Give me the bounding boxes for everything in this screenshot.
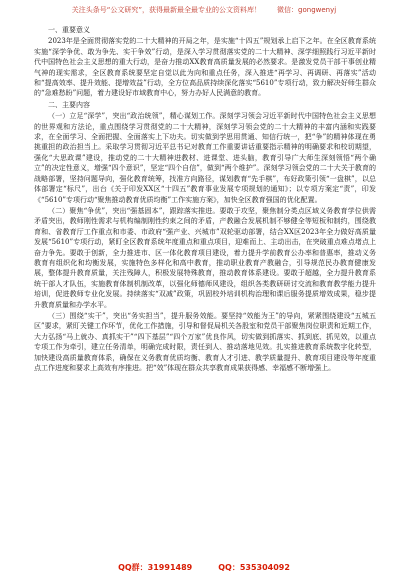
paragraph-importance: 2023年是全面贯彻落实党的二十大精神的开局之年，是实施“十四五”规划承上启下之年。在全区教育系统实施“深学争优、敢为争先、实干争效”行动，是深入学习贯彻落实党的二十大精神、深学细照践行习近平新时代中国特色社会主义思想的重大行动，是奋力推动XX教育高质量发展的必然要求。是激发党员干部干事创业精气神的现实需求，全区教育系统要坚定自觉以此为向和重点任务，深入推进“再学习、再调研、再落实”活动和“提高效率、提升效能、提增效益”行动，全方位高品质持续深化落实“5610”专项行动，致力解决好师生群众的“急难愁盼”问题，着力建设好市域教育中心，努力办好人民满意的教育。 [34,37,376,98]
footer-qq-group: QQ群：31991489 [118,562,193,572]
section-heading-importance: 一、重要意义 [48,26,90,34]
footer-qq-number: QQ：535304092 [218,562,290,572]
paragraph-deep-study: （一）立足“深学”，突出“政治统领”，精心谋划工作。深刻学习领会习近平新时代中国特色社会主义思想的世界观和方法论，重点围绕学习贯彻党的二十大精神，深刻学习领会党的二十大精神的丰富内涵和实践要求，在全面学习、全面把握、全面落实上下功夫。切实做到学思用贯通、知信行统一，把“争”的精神体现在勇挑重担的政治担当上。采取学习贯彻习近平总书记对教育工作重要讲话重要指示精神的明确要求和校切期望，强化“大思政课”建设，推动党的二十大精神进教材、进课堂、进头脑，教育引导广大师生深刻领悟“两个确立”的决定性意义，增强“四个意识”，坚定“四个自信”，做到“两个维护”。深刻学习领会党的二十大关于教育的战略部署，坚持问题导向，强化教育统筹，找准方向路径，谋划教育“先手棋”，布好政策引领“一盘棋”，以总体部署定“标尺”，出台《关于印发XX区“十四五”教育事业发展专项规划的通知》；以专项方案定“责”，印发《“5610”专项行动“聚焦推动教育优质均衡”工作实施方案》，加快全区教育强国的优化配置。 [34,112,376,204]
footer-contact [0,560,408,574]
section-heading-content: 二、主要内容 [48,100,90,109]
header-wechat-text: 微信：gongwenyj [277,6,337,14]
paragraph-practical-work: （三）围绕“实干”，突出“务实担当”，提升服务效能。要坚持“效能为王”的导向，紧紧围绕建设“五城五区”要求，紧盯关键工作环节，优化工作措施，引导和督促局机关各股室和党员干部聚焦岗位职责和近期工作，大力弘扬“马上就办、真抓实干”“四下基层”“四个万家”优良作风，切实做到抓落实、抓到底、抓见效，以重点专项工作为牵引，建立任务清单，明确完成时限，责任到人、推动落地见效。扎实推进教育系统数字化转型，加快建设高质量教育体系，确保在义务教育优质均衡、教育人才引进、教学质量提升、教育项目建设等年度重点工作进度和要求上高效有序推进。把“效”体现在群众共享教育成果获得感、幸福感不断增强上。 [34,311,376,372]
paragraph-strive-excellence: （二）聚焦“争优”，突出“强基固本”，跟踪落实推进。要敢于攻坚，聚焦制分类点区域义务教育学位供需矛盾突出，教师刚性需求与机构编制刚性约束之间的矛盾，产教融合发展机制不够健全等短板和制约，围绕教育和、省教育厅工作重点和市委、市政府“强产业、兴城市”双轮驱动部署，结合XX区2023年全力做好高质量发展“5610”专项行动，紧盯全区教育系统年度重点和重点项目，迎难而上、主动出击，在突破重点难点堵点上奋力争先。要敢于创新，全力推进市、区一体化教育项目建设，着力提升学前教育公办率和普惠率，推动义务教育有组织化和均衡发展，实施特色多样化和高中教育，推动职业教育产教融合，引导规范民办教育健康发展，整体提升教育质量，关注残障人，积极发展特殊教育，推动教育体系建设。要敢于超越，全力提升教育系统干部人才队伍，实施教育体制机制改革，以强化师德师风建设，组织各类教研研讨交流和教育教学能力提升培训，促进教师专业化发展。持续落实“双减”政策，巩固校外培训机构治理和课后服务提质增效成果，稳步提升教育质量和办学水平。 [34,206,376,309]
header-banner [0,0,408,20]
header-promo-text: 关注头条号“公文研究”，获得最新最全最专业的公文资料库！ [71,6,262,14]
document-body [34,24,376,374]
